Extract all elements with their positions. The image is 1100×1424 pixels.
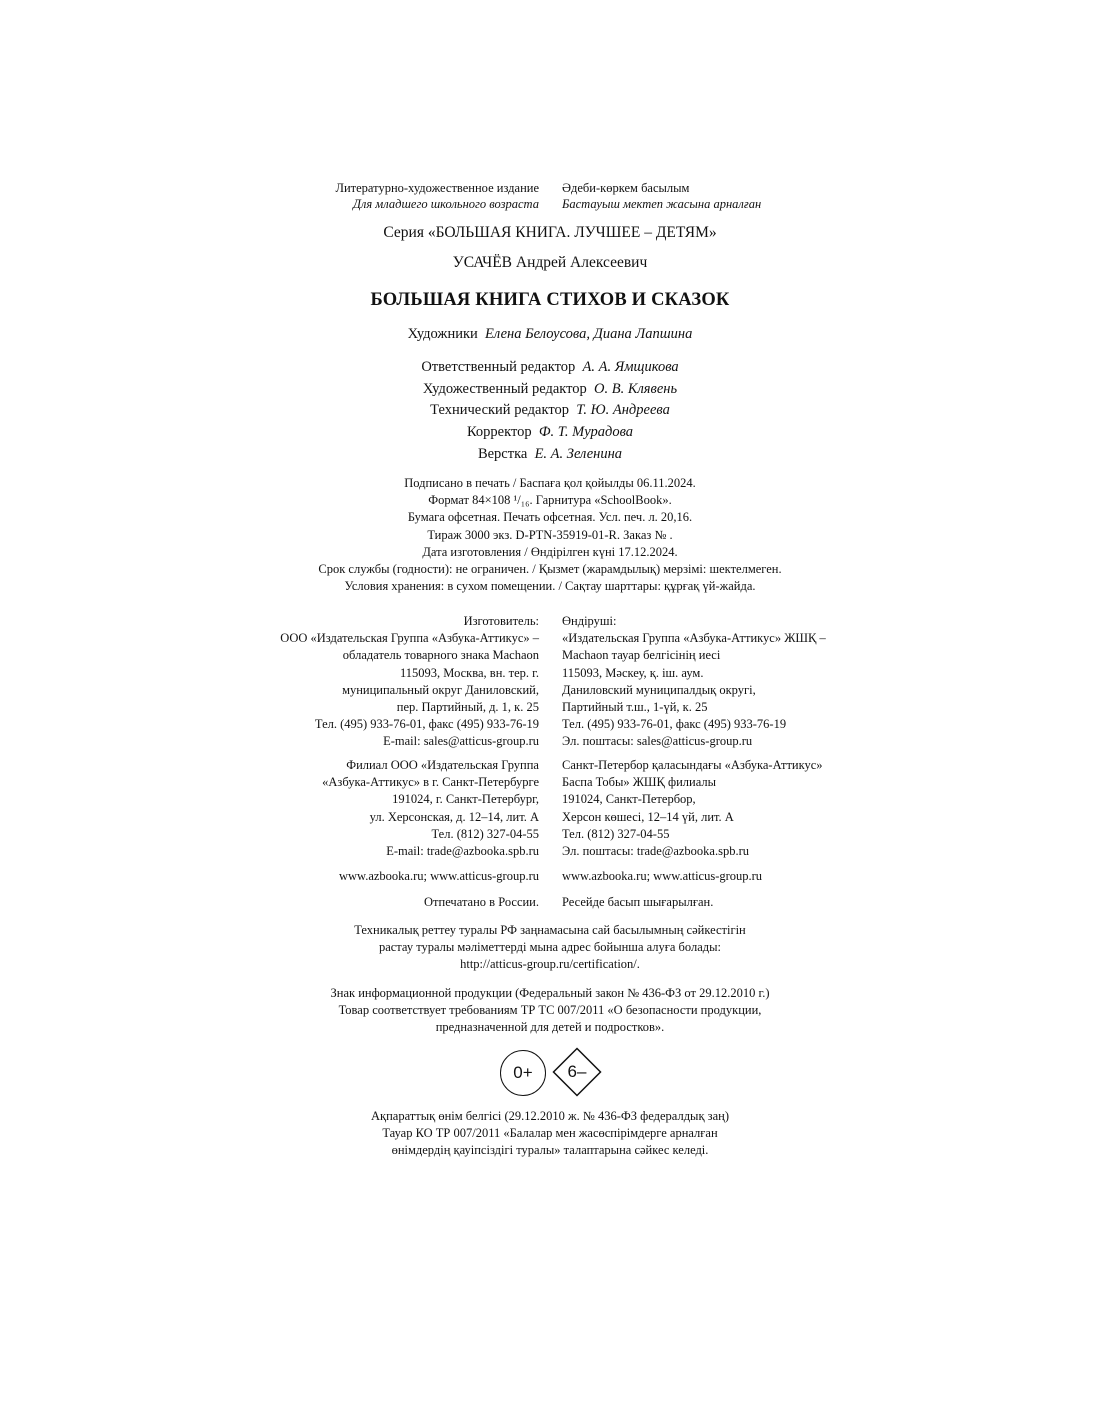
artists-line [0, 326, 1100, 343]
manufacturer-kz-line: Тел. (495) 933-76-01, факс (495) 933-76-19 [562, 717, 787, 732]
artists-names: Елена Белоусова, Диана Лапшина [485, 326, 693, 342]
print-info-line: Бумага офсетная. Печать офсетная. Усл. печ. л. 20,16. [407, 510, 693, 525]
manufacturer-kz-email: Эл. поштасы: sales@atticus-group.ru [562, 734, 753, 749]
age-badges [498, 1047, 602, 1097]
book-title: БОЛЬШАЯ КНИГА СТИХОВ И СКАЗОК [370, 290, 730, 310]
credit-role: Корректор [466, 424, 532, 440]
credit-name: Т. Ю. Андреева [576, 402, 670, 418]
info-sign-line: предназначенной для детей и подростков». [435, 1020, 665, 1035]
manufacturer-kz [562, 613, 826, 751]
branch-ru-line: ул. Херсонская, д. 12–14, лит. А [369, 809, 539, 824]
credit-row [0, 381, 1100, 398]
printed-ru: Отпечатано в России. [424, 895, 539, 909]
edition-type-kz: Әдеби-көркем басылым [562, 181, 690, 195]
branch-ru-line: Тел. (812) 327-04-55 [431, 826, 539, 841]
branch-kz-line: Тел. (812) 327-04-55 [562, 826, 670, 841]
branch-ru-line: «Азбука-Аттикус» в г. Санкт-Петербурге [322, 775, 539, 790]
branch-ru-email: E-mail: trade@azbooka.spb.ru [386, 844, 539, 859]
branch-kz-line: Санкт-Петербор қаласындағы «Азбука-Аттикус» [562, 758, 823, 772]
age-diamond-badge [552, 1047, 602, 1097]
print-info-line: Срок службы (годности): не ограничен. / Қызмет (жарамдылық) мерзімі: шектелмеген. [318, 562, 782, 577]
certification-line: Техникалық реттеу туралы РФ заңнамасына сай басылымның сәйкестігін [354, 923, 746, 937]
series-line: Серия «БОЛЬШАЯ КНИГА. ЛУЧШЕЕ – ДЕТЯМ» [383, 224, 717, 241]
info-sign-kz [0, 1108, 1100, 1160]
certification-url: http://atticus-group.ru/certification/. [460, 957, 640, 972]
credit-role: Ответственный редактор [421, 359, 576, 375]
certification-block [0, 922, 1100, 974]
credit-name: Ф. Т. Мурадова [538, 424, 634, 440]
age-circle-badge [500, 1050, 546, 1096]
manufacturer-kz-line: «Издательская Группа «Азбука-Аттикус» ЖШҚ – [562, 631, 826, 646]
manufacturer-ru-line: ООО «Издательская Группа «Азбука-Аттикус» – [280, 631, 539, 646]
manufacturer-ru-email: E-mail: sales@atticus-group.ru [383, 734, 539, 749]
manufacturer-kz-line: 115093, Мәскеу, қ. іш. аум. [562, 665, 704, 680]
branch-kz-line: Херсон көшесі, 12–14 үй, лит. А [562, 809, 734, 824]
branch-ru-line: 191024, г. Санкт-Петербург, [392, 792, 539, 807]
kz-sign-line: Тауар КО ТР 007/2011 «Балалар мен жасөспірімдерге арналған [382, 1126, 718, 1141]
manufacturer-kz-line: Даниловский муниципалдық округі, [562, 682, 756, 697]
print-info-line: Подписано в печать / Баспаға қол қойылды 06.11.2024. [404, 476, 696, 490]
credit-row [0, 402, 1100, 419]
manufacturer-ru-line: пер. Партийный, д. 1, к. 25 [396, 700, 539, 715]
websites-kz: www.azbooka.ru; www.atticus-group.ru [562, 869, 763, 883]
age-circle-label: 0+ [513, 1063, 533, 1082]
branch-kz-email: Эл. поштасы: trade@azbooka.spb.ru [562, 844, 750, 859]
branch-kz-line: 191024, Санкт-Петербор, [562, 792, 696, 807]
manufacturer-ru-line: Тел. (495) 933-76-01, факс (495) 933-76-19 [314, 717, 539, 732]
manufacturer-kz-line: Өндіруші: [562, 614, 617, 628]
age-group-ru: Для младшего школьного возраста [352, 197, 539, 211]
kz-sign-line: Ақпараттық өнім белгісі (29.12.2010 ж. № 436-ФЗ федералдық заң) [371, 1109, 729, 1123]
credit-row [0, 424, 1100, 441]
websites-ru: www.azbooka.ru; www.atticus-group.ru [338, 869, 539, 883]
print-info-line: Тираж 3000 экз. D-PTN-35919-01-R. Заказ № . [427, 527, 673, 542]
branch-kz-line: Баспа Тобы» ЖШҚ филиалы [562, 775, 716, 790]
manufacturer-kz-line: Партийный т.ш., 1-үй, к. 25 [562, 700, 708, 715]
credit-role: Верстка [477, 446, 528, 462]
credit-row [0, 359, 1100, 376]
age-diamond-label: 6– [567, 1062, 587, 1081]
age-group-kz: Бастауыш мектеп жасына арналған [562, 197, 762, 211]
print-info-line: Дата изготовления / Өндірілген күні 17.12.2024. [422, 544, 678, 559]
info-sign-ru [0, 985, 1100, 1037]
branch-ru [322, 757, 539, 860]
branch-kz [562, 757, 823, 860]
kz-sign-line: өнімдердің қауіпсіздігі туралы» талаптарына сәйкес келеді. [391, 1143, 709, 1158]
manufacturer-ru-line: Изготовитель: [463, 614, 539, 628]
info-sign-line: Знак информационной продукции (Федеральный закон № 436-ФЗ от 29.12.2010 г.) [330, 986, 770, 1000]
print-info [0, 475, 1100, 595]
credit-role: Художественный редактор [422, 381, 587, 397]
edition-type-ru: Литературно-художественное издание [335, 181, 539, 195]
printed-kz: Ресейде басып шығарылған. [562, 895, 714, 909]
manufacturer-ru-line: 115093, Москва, вн. тер. г. [399, 665, 539, 680]
credit-name: Е. А. Зеленина [534, 446, 623, 462]
author-line: УСАЧЁВ Андрей Алексеевич [452, 254, 648, 271]
info-sign-line: Товар соответствует требованиям ТР ТС 007/2011 «О безопасности продукции, [338, 1003, 762, 1018]
credit-row [0, 446, 1100, 463]
credit-role: Технический редактор [430, 402, 569, 418]
credit-name: А. А. Ямщикова [582, 359, 679, 375]
manufacturer-ru-line: муниципальный округ Даниловский, [342, 682, 539, 697]
print-info-line: Условия хранения: в сухом помещении. / Сақтау шарттары: құрғақ үй-жайда. [344, 579, 756, 594]
manufacturer-kz-line: Machaon тауар белгісінің иесі [562, 648, 721, 663]
branch-ru-line: Филиал ООО «Издательская Группа [346, 758, 539, 772]
certification-line: растау туралы мәліметтерді мына адрес бойынша алуға болады: [378, 940, 722, 955]
manufacturer-ru-line: обладатель товарного знака Machaon [342, 648, 539, 663]
manufacturer-ru [280, 613, 539, 751]
artists-label: Художники [407, 326, 478, 342]
credit-name: О. В. Клявень [594, 381, 678, 397]
print-info-line: Формат 84×108 ¹/₁₆. Гарнитура «SchoolBook». [428, 493, 672, 508]
